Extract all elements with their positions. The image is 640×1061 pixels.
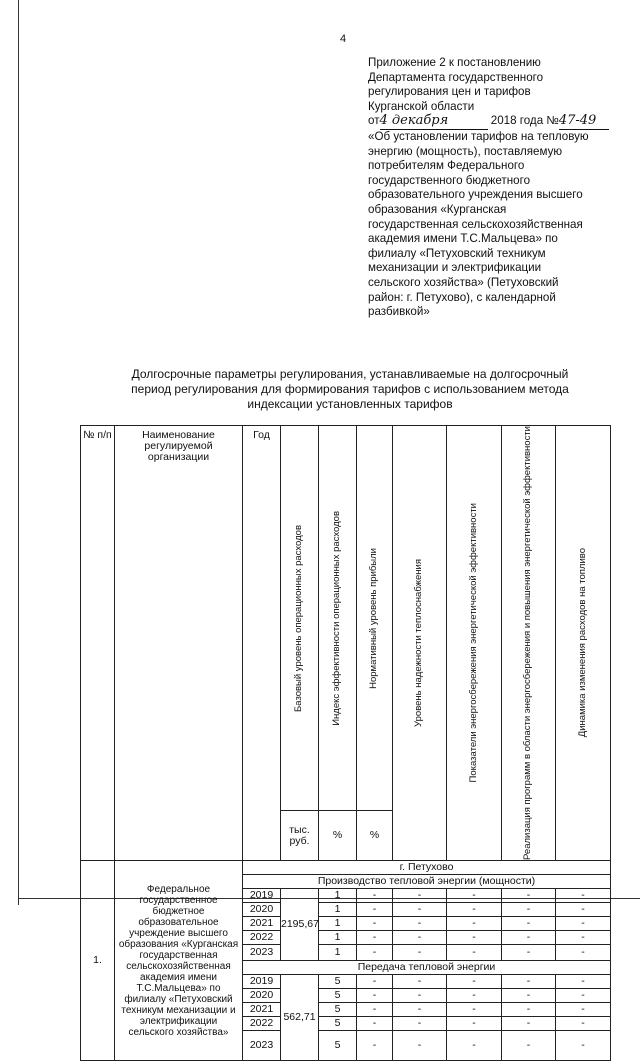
year: 2021 <box>243 1003 281 1017</box>
energy-value: - <box>447 989 502 1003</box>
header-base-cell <box>281 426 319 811</box>
energy-value: - <box>447 945 502 961</box>
unit-base: тыс. руб. <box>281 811 319 861</box>
appendix-body-line: государственная сельскохозяйственная <box>368 217 583 231</box>
programs-value: - <box>502 931 556 945</box>
base-value: 562,71 <box>281 975 319 1061</box>
fuel-value: - <box>556 931 611 945</box>
energy-value: - <box>447 917 502 931</box>
header-energy-indicators: Показатели энергосбережения энергетической эффективности <box>467 503 479 783</box>
appendix-header <box>368 56 630 320</box>
section-name: Производство тепловой энергии (мощности) <box>243 875 611 889</box>
reliability-value: - <box>393 945 447 961</box>
profit-value: - <box>357 945 393 961</box>
appendix-body-line: филиалу «Петуховский техникум <box>368 246 546 260</box>
appendix-body-line: энергию (мощность), поставляемую <box>368 144 563 158</box>
appendix-body-line: разбивкой» <box>368 305 430 319</box>
energy-value: - <box>447 1003 502 1017</box>
number-underline <box>559 114 609 130</box>
year: 2022 <box>243 931 281 945</box>
fuel-value: - <box>556 1003 611 1017</box>
city-row <box>81 861 611 875</box>
profit-value: - <box>357 889 393 903</box>
index-value: 5 <box>319 1017 357 1031</box>
reliability-value: - <box>393 1017 447 1031</box>
profit-value: - <box>357 1003 393 1017</box>
header-row <box>81 426 611 811</box>
index-value: 5 <box>319 989 357 1003</box>
energy-value: - <box>447 889 502 903</box>
header-index: Индекс эффективности операционных расходов <box>331 510 343 726</box>
programs-value: - <box>502 1003 556 1017</box>
header-energy-cell <box>447 426 502 861</box>
handwritten-number: 47-49 <box>558 113 597 129</box>
reliability-value: - <box>393 989 447 1003</box>
header-fuel-cell <box>556 426 611 861</box>
title-line: период регулирования для формирования тарифов с использованием метода <box>131 382 569 396</box>
appendix-body-line: «Об установлении тарифов на тепловую <box>368 129 589 143</box>
row-number: 1. <box>81 861 115 1061</box>
header-profit-cell <box>357 426 393 811</box>
header-base: Базовый уровень операционных расходов <box>293 524 305 712</box>
handwritten-date: 4 декабря <box>379 113 449 129</box>
energy-value: - <box>447 1017 502 1031</box>
fuel-value: - <box>556 917 611 931</box>
profit-value: - <box>357 917 393 931</box>
header-num: № п/п <box>81 426 115 861</box>
year: 2020 <box>243 989 281 1003</box>
appendix-body-line: потребителям Федерального <box>368 159 525 173</box>
year: 2021 <box>243 917 281 931</box>
header-organization: Наименование регулируемой организации <box>115 426 243 861</box>
programs-value: - <box>502 945 556 961</box>
index-value: 5 <box>319 1031 357 1061</box>
profit-value: - <box>357 1031 393 1061</box>
date-suffix: 2018 года № <box>490 114 559 128</box>
appendix-line: Приложение 2 к постановлению <box>368 56 541 69</box>
programs-value: - <box>502 975 556 989</box>
appendix-body-line: академия имени Т.С.Мальцева» по <box>368 232 558 246</box>
page-left-border <box>18 0 19 905</box>
year: 2019 <box>243 889 281 903</box>
fuel-value: - <box>556 1031 611 1061</box>
unit-index: % <box>319 811 357 861</box>
index-value: 1 <box>319 931 357 945</box>
profit-value: - <box>357 903 393 917</box>
profit-value: - <box>357 975 393 989</box>
fuel-value: - <box>556 889 611 903</box>
appendix-body-line: образования «Курганская <box>368 202 507 216</box>
reliability-value: - <box>393 889 447 903</box>
header-programs: Реализация программ в области энергосбережения и повышения энергетической эффективности <box>522 426 534 860</box>
programs-value: - <box>502 1017 556 1031</box>
programs-value: - <box>502 1031 556 1061</box>
appendix-body-line: механизации и электрификации <box>368 261 542 275</box>
index-value: 1 <box>319 945 357 961</box>
appendix-body-line: образовательного учреждения высшего <box>368 188 583 202</box>
page-number: 4 <box>340 33 347 45</box>
section-name: Передача тепловой энергии <box>243 961 611 975</box>
year: 2022 <box>243 1017 281 1031</box>
reliability-value: - <box>393 1003 447 1017</box>
date-prefix: от <box>368 114 380 128</box>
fuel-value: - <box>556 1017 611 1031</box>
reliability-value: - <box>393 975 447 989</box>
appendix-line: Департамента государственного <box>368 70 544 84</box>
fuel-value: - <box>556 903 611 917</box>
year: 2023 <box>243 945 281 961</box>
fuel-value: - <box>556 945 611 961</box>
appendix-body-line: район: г. Петухово), с календарной <box>368 290 556 304</box>
year: 2020 <box>243 903 281 917</box>
index-value: 5 <box>319 975 357 989</box>
appendix-body-line: государственного бюджетного <box>368 173 531 187</box>
programs-value: - <box>502 917 556 931</box>
date-underline <box>380 114 488 130</box>
energy-value: - <box>447 903 502 917</box>
appendix-line: регулирования цен и тарифов <box>368 85 531 99</box>
reliability-value: - <box>393 903 447 917</box>
index-value: 5 <box>319 1003 357 1017</box>
programs-value: - <box>502 903 556 917</box>
index-value: 1 <box>319 903 357 917</box>
profit-value: - <box>357 931 393 945</box>
header-year: Год <box>243 426 281 861</box>
reliability-value: - <box>393 931 447 945</box>
appendix-line: Курганской области <box>368 99 475 113</box>
energy-value: - <box>447 931 502 945</box>
profit-value: - <box>357 1017 393 1031</box>
header-programs-cell <box>502 426 556 861</box>
header-fuel: Динамика изменения расходов на топливо <box>576 548 588 738</box>
year: 2023 <box>243 1031 281 1061</box>
organization-name: Федеральное государственное бюджетное образовательное учреждение высшего образования «Курганская государственная сельскохозяйственная академия имени Т.С.Мальцева» по филиалу «Петуховский техникум механизации и электрификации сельского хозяйства» <box>115 861 243 1061</box>
header-index-cell <box>319 426 357 811</box>
programs-value: - <box>502 889 556 903</box>
appendix-date-line <box>368 114 630 130</box>
unit-profit: % <box>357 811 393 861</box>
regulation-parameters-table <box>80 425 611 1061</box>
title-line: индексации установленных тарифов <box>247 397 453 411</box>
fuel-value: - <box>556 975 611 989</box>
energy-value: - <box>447 1031 502 1061</box>
fuel-value: - <box>556 989 611 1003</box>
title-line: Долгосрочные параметры регулирования, устанавливаемые на долгосрочный <box>131 367 569 381</box>
city-name: г. Петухово <box>243 861 611 875</box>
document-title <box>90 367 610 412</box>
header-reliability-cell <box>393 426 447 861</box>
reliability-value: - <box>393 917 447 931</box>
programs-value: - <box>502 989 556 1003</box>
energy-value: - <box>447 975 502 989</box>
profit-value: - <box>357 989 393 1003</box>
header-profit: Нормативный уровень прибыли <box>368 547 380 689</box>
year: 2019 <box>243 975 281 989</box>
index-value: 1 <box>319 889 357 903</box>
base-value: 2195,67 <box>281 889 319 961</box>
appendix-body-line: сельского хозяйства» (Петуховский <box>368 275 559 289</box>
index-value: 1 <box>319 917 357 931</box>
header-reliability: Уровень надежности теплоснабжения <box>413 559 425 727</box>
reliability-value: - <box>393 1031 447 1061</box>
